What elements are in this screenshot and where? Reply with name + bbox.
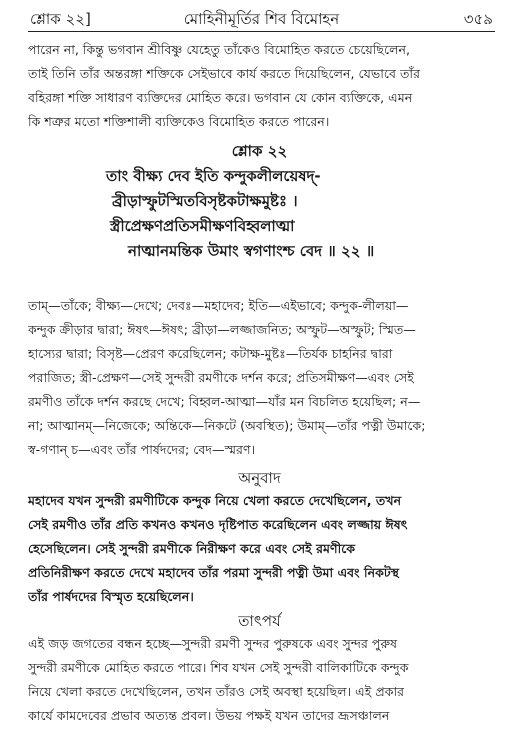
text-line: নিয়ে খেলা করতে দেখেছিলেন, তখন তাঁরও সেই অবস্থা হয়েছিল। এই প্রকার <box>28 684 405 699</box>
sanskrit-verse <box>28 164 495 264</box>
text-line: স্ব-গণান্ চ—এবং তাঁর পার্ষদদের; বেদ—স্মরণ। <box>28 442 256 457</box>
translation-paragraph <box>28 489 495 609</box>
page-header <box>30 8 493 30</box>
text-line: রমণীও তাঁকে দর্শন করছে দেখে; বিহ্বল-আত্মা—যাঁর মন বিচলিত হয়েছিল; ন— <box>28 394 421 409</box>
text-line: এই জড় জগতের বন্ধন হচ্ছে—সুন্দরী রমণী সুন্দর পুরুষকে এবং সুন্দর পুরুষ <box>28 636 398 651</box>
page-number: ৩৫৯ <box>463 10 493 28</box>
verse-reference: শ্লোক ২২] <box>30 10 91 28</box>
text-line: সুন্দরী রমণীকে মোহিত করতে পারে। শিব যখন সেই সুন্দরী বালিকাটিকে কন্দুক <box>28 660 409 675</box>
text-line: তাই তিনি তাঁর অন্তরঙ্গা শক্তিকে সেইভাবে কার্য করতে দিয়েছিলেন, যেভাবে তাঁর <box>28 66 421 81</box>
text-line: না; আত্মানম্—নিজেকে; অন্তিকে—নিকটে (অবস্থিত); উমাম্—তাঁর পত্নী উমাকে; <box>28 418 426 433</box>
text-line: প্রতিনিরীক্ষণ করতে দেখে মহাদেব তাঁর পরমা সুন্দরী পত্নী উমা এবং নিকটস্থ <box>28 565 400 580</box>
text-line: হেসেছিলেন। সেই সুন্দরী রমণীকে নিরীক্ষণ করে এবং সেই রমণীকে <box>28 541 356 556</box>
text-line: পারেন না, কিন্তু ভগবান শ্রীবিষ্ণু যেহেতু তাঁকেও বিমোহিত করতে চেয়েছিলেন, <box>28 42 411 57</box>
translation-heading: অনুবাদ <box>238 469 281 487</box>
text-line: কি শত্রুর মতো শক্তিশালী ব্যক্তিকেও বিমোহিত করতে পারেন। <box>28 114 330 129</box>
text-line: পরাজিত; স্ত্রী-প্রেক্ষণ—সেই সুন্দরী রমণীকে দর্শন করে; প্রতিসমীক্ষণ—এবং সেই <box>28 370 414 385</box>
verse-line: ব্রীড়াস্ফুটস্মিতবিসৃষ্টকটাক্ষমুষ্টঃ । <box>112 192 298 210</box>
text-line: কার্যে কামদেবের প্রভাব অত্যন্ত প্রবল। উভয় পক্ষই যখন তাদের ভ্রূসঞ্চালন <box>28 708 390 723</box>
verse-heading: শ্লোক ২২ <box>231 142 288 160</box>
header-rule <box>28 31 495 32</box>
text-line: তাঁর পার্ষদদের বিস্মৃত হয়েছিলেন। <box>28 589 194 604</box>
purport-paragraph <box>28 632 495 728</box>
text-line: বহিরঙ্গা শক্তি সাধারণ ব্যক্তিদের মোহিত করে। ভগবান যে কোন ব্যক্তিকে, এমন <box>28 90 413 105</box>
text-line: হাস্যের দ্বারা; বিসৃষ্ট—প্রেরণ করেছিলেন; কটাক্ষ-মুষ্টঃ—তির্যক চাহনির দ্বারা <box>28 346 393 361</box>
text-line: সেই রমণীও তাঁর প্রতি কখনও কখনও দৃষ্টিপাত করেছিলেন এবং লজ্জায় ঈষৎ <box>28 517 408 532</box>
chapter-title: মোহিনীমূর্তির শিব বিমোহন <box>183 10 340 28</box>
text-line: কন্দুক ক্রীড়ার দ্বারা; ঈষৎ—ঈষৎ; ব্রীড়া—লজ্জাজনিত; অস্ফুট—অস্ফুট; স্মিত— <box>28 322 416 337</box>
verse-line: স্ত্রীপ্রেক্ষণপ্রতিসমীক্ষণবিহ্বলাত্মা <box>110 217 295 235</box>
purport-heading: তাৎপর্য <box>238 612 281 630</box>
verse-line: তাং বীক্ষ্য দেব ইতি কন্দুকলীলয়েষদ্- <box>106 167 321 185</box>
text-line: তাম্—তাঁকে; বীক্ষ্য—দেখে; দেবঃ—মহাদেব; ইতি—এইভাবে; কন্দুক-লীলয়া— <box>28 298 409 313</box>
synonyms-paragraph <box>28 294 495 462</box>
verse-line: নাত্মানমন্তিক উমাং স্বগণাংশ্চ বেদ ॥ ২২ ॥ <box>128 242 375 260</box>
text-line: মহাদেব যখন সুন্দরী রমণীটিকে কন্দুক নিয়ে খেলা করতে দেখেছিলেন, তখন <box>28 493 402 508</box>
intro-paragraph <box>28 38 495 134</box>
